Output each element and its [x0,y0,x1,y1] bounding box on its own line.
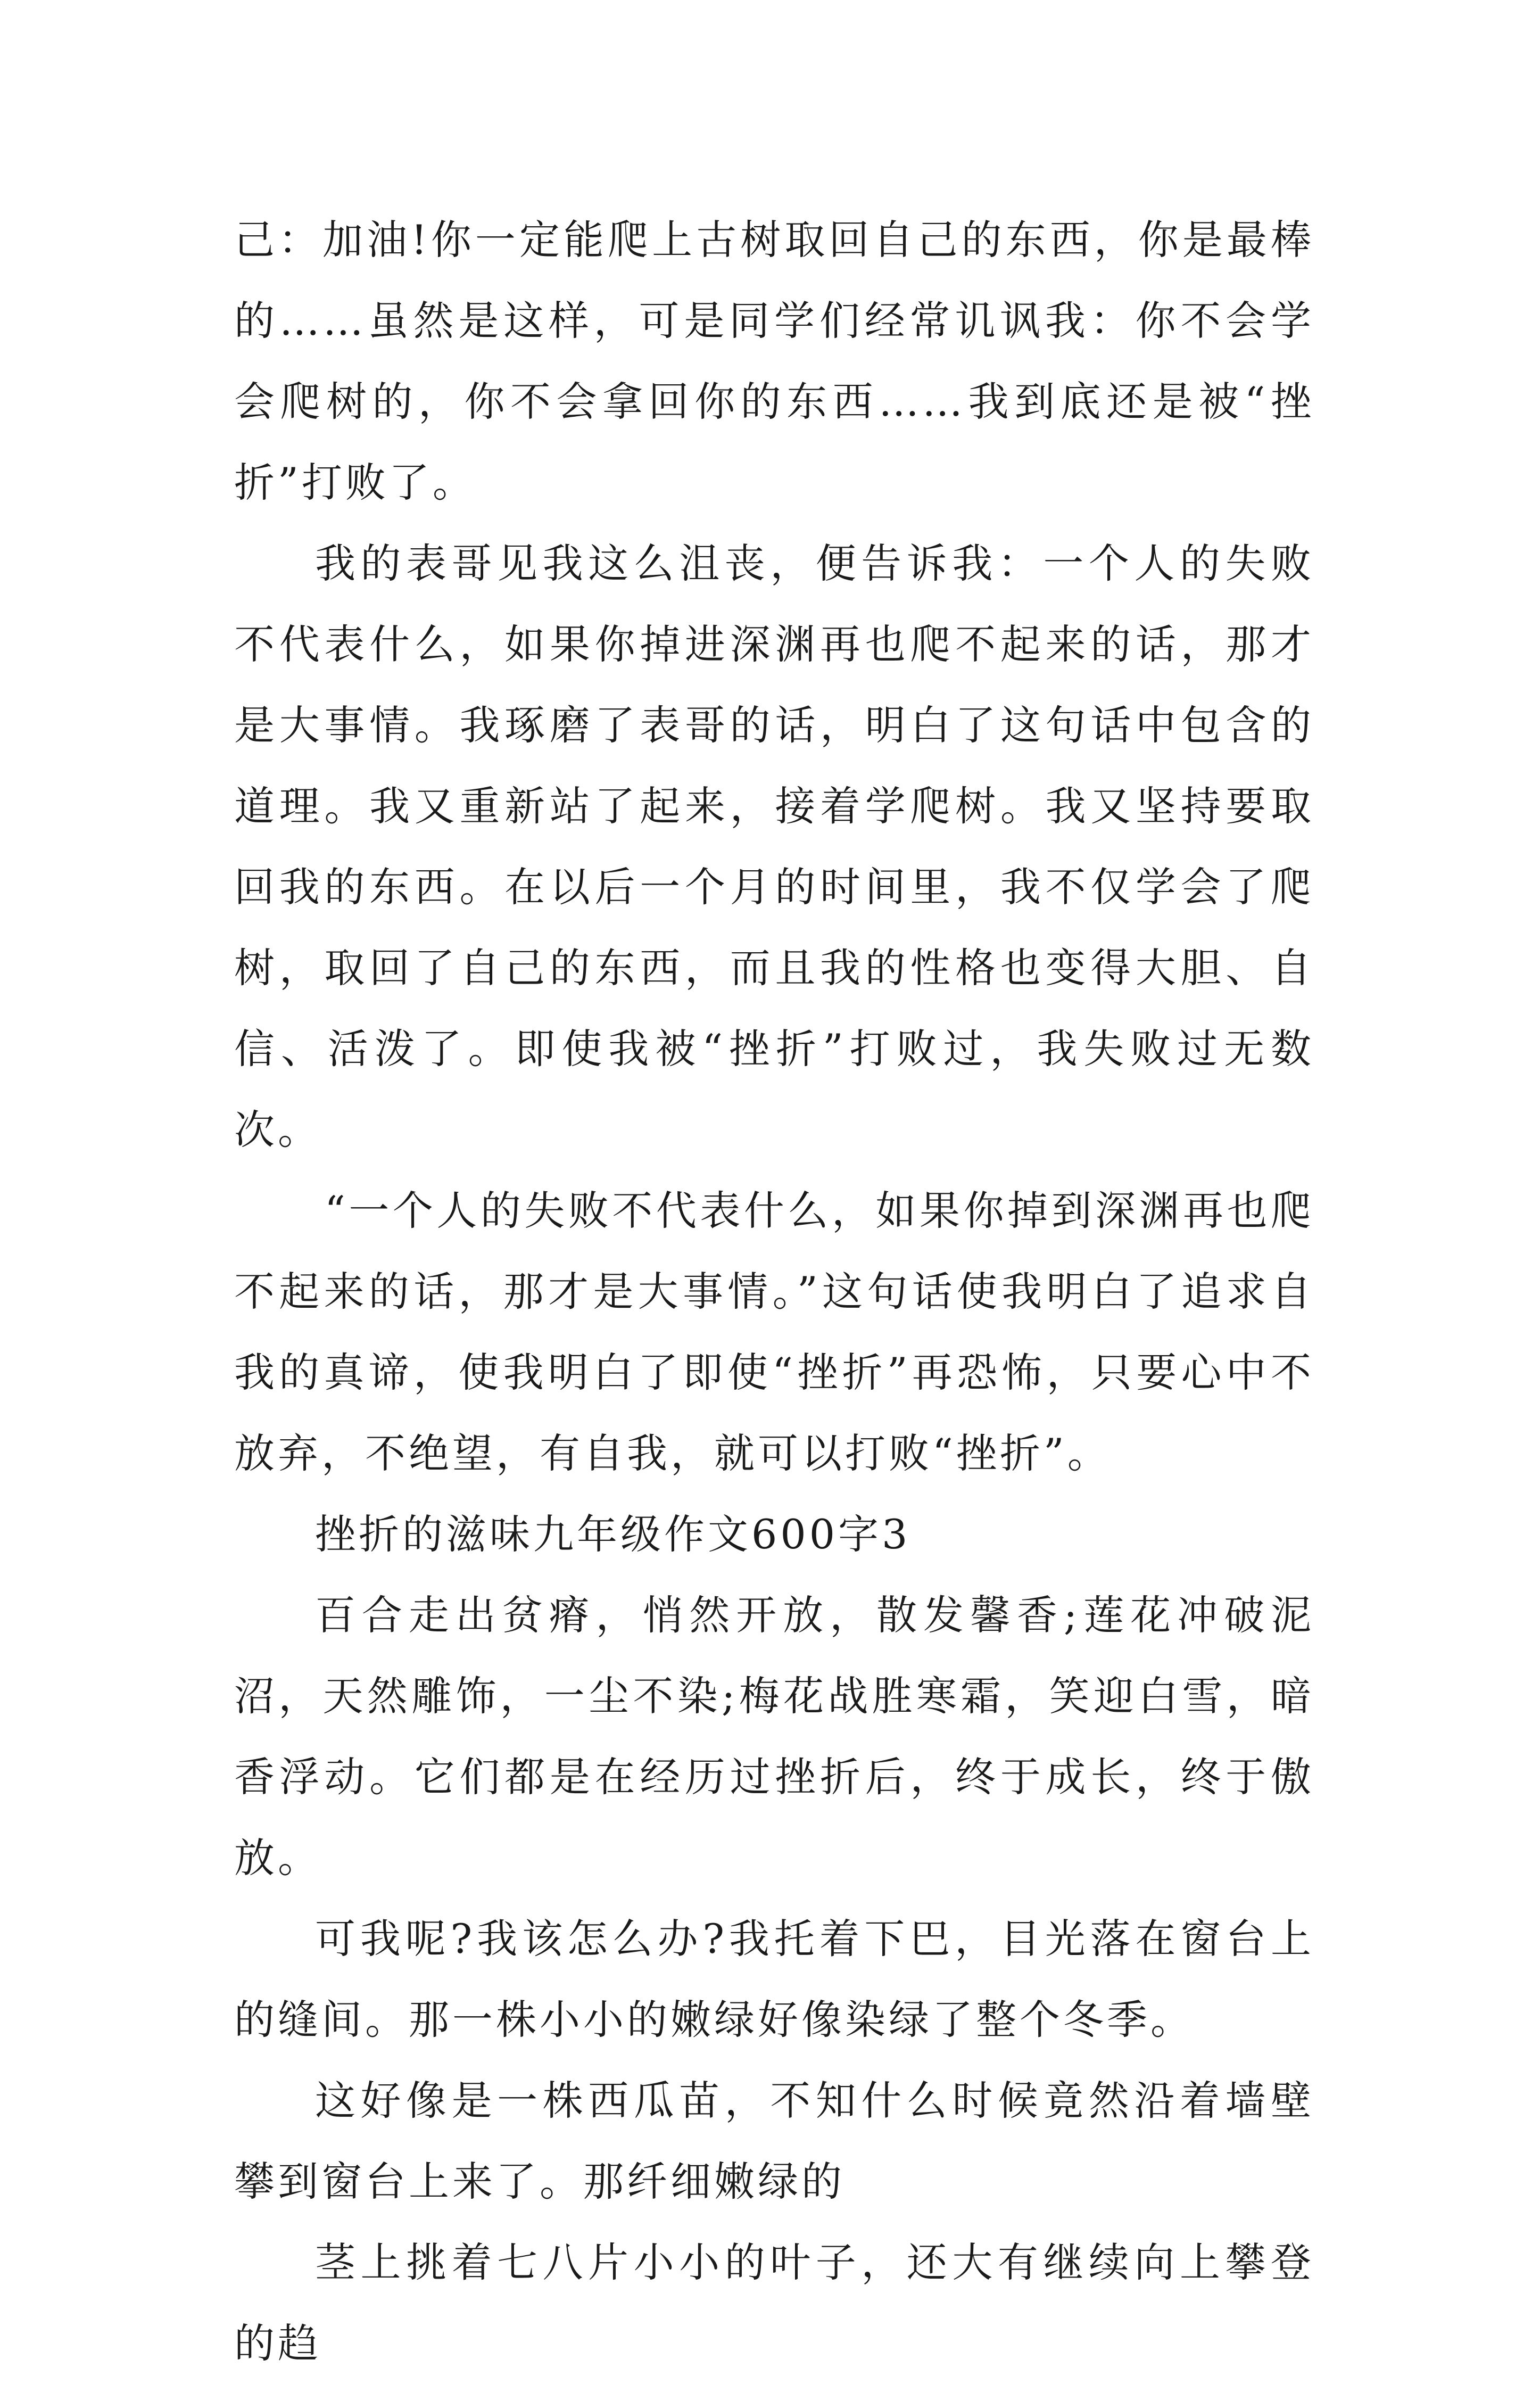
paragraph-5: 可我呢?我该怎么办?我托着下巴，目光落在窗台上的缝间。那一株小小的嫩绿好像染绿了整个冬季。 [234,1915,1314,2043]
paragraph-2: 我的表哥见我这么沮丧，便告诉我：一个人的失败不代表什么，如果你掉进深渊再也爬不起来的话，那才是大事情。我琢磨了表哥的话，明白了这句话中包含的道理。我又重新站了起来，接着学爬树。我又坚持要取回我的东西。在以后一个月的时间里，我不仅学会了爬树，取回了自己的东西，而且我的性格也变得大胆、自信、活泼了。即使我被“挫折”打败过，我失败过无数次。 [234,540,1314,1153]
paragraph-3: “一个人的失败不代表什么，如果你掉到深渊再也爬不起来的话，那才是大事情。”这句话使我明白了追求自我的真谛，使我明白了即使“挫折”再恐怖，只要心中不放弃，不绝望，有自我，就可以打败“挫折”。 [234,1187,1314,1477]
paragraph-6: 这好像是一株西瓜苗，不知什么时候竟然沿着墙壁攀到窗台上来了。那纤细嫩绿的 [234,2077,1314,2205]
paragraph-1: 己：加油!你一定能爬上古树取回自己的东西，你是最棒的……虽然是这样，可是同学们经常讥讽我：你不会学会爬树的，你不会拿回你的东西……我到底还是被“挫折”打败了。 [234,216,1314,506]
body-text [234,200,1314,2384]
paragraph-7: 茎上挑着七八片小小的叶子，还大有继续向上攀登的趋 [234,2239,1314,2367]
section-heading: 挫折的滋味九年级作文600字3 [315,1511,911,1558]
paragraph-4: 百合走出贫瘠，悄然开放，散发馨香;莲花冲破泥沼，天然雕饰，一尘不染;梅花战胜寒霜，笑迎白雪，暗香浮动。它们都是在经历过挫折后，终于成长，终于傲放。 [234,1591,1314,1882]
